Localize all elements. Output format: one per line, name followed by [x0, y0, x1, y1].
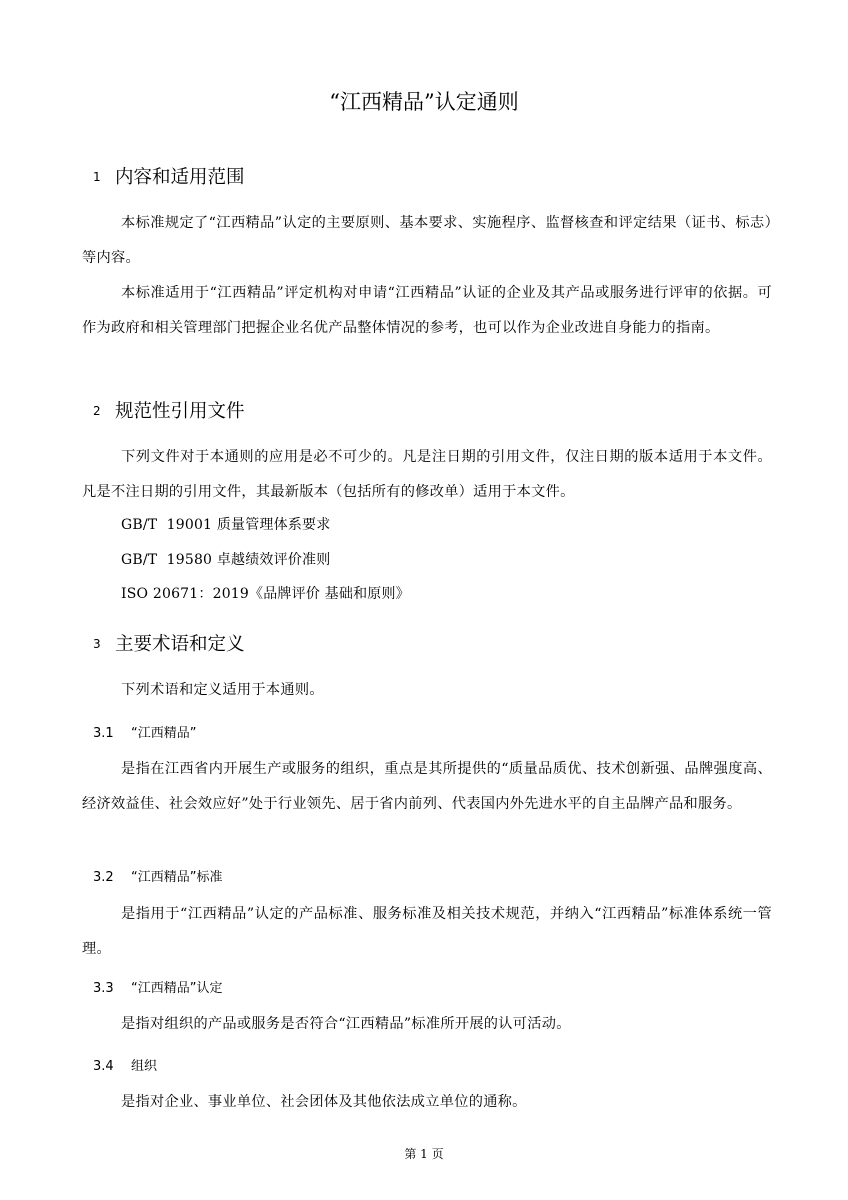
paragraph: 下列术语和定义适用于本通则。	[121, 682, 324, 698]
term-heading-3-4	[93, 1055, 157, 1074]
term-title: “江西精品”认定	[131, 981, 223, 996]
section-heading-2	[93, 397, 245, 423]
section-title: 规范性引用文件	[115, 401, 245, 422]
term-number: 3.1	[93, 726, 114, 741]
paragraph: 本标准规定了“江西精品”认定的主要原则、基本要求、实施程序、监督核查和评定结果（证书、标志）等内容。	[82, 215, 772, 266]
section-heading-3	[93, 630, 245, 656]
term-number: 3.2	[93, 870, 114, 885]
term-title: “江西精品”标准	[131, 870, 223, 885]
reference-item: GB/T 19001 质量管理体系要求	[121, 517, 331, 533]
document-title: “江西精品”认定通则	[329, 90, 519, 114]
section-number: 1	[93, 170, 101, 184]
term-definition: 是指对企业、事业单位、社会团体及其他依法成立单位的通称。	[121, 1094, 527, 1110]
term-title: 组织	[131, 1059, 158, 1074]
paragraph: 下列文件对于本通则的应用是必不可少的。凡是注日期的引用文件，仅注日期的版本适用于本文件。凡是不注日期的引用文件，其最新版本（包括所有的修改单）适用于本文件。	[82, 449, 772, 500]
term-definition: 是指对组织的产品或服务是否符合“江西精品”标准所开展的认可活动。	[121, 1016, 571, 1032]
term-heading-3-2	[93, 866, 222, 885]
term-heading-3-3	[93, 977, 222, 996]
paragraph: 本标准适用于“江西精品”评定机构对申请“江西精品”认证的企业及其产品或服务进行评审的依据。可作为政府和相关管理部门把握企业名优产品整体情况的参考，也可以作为企业改进自身能力的指南。	[82, 285, 772, 336]
term-number: 3.4	[93, 1059, 114, 1074]
term-definition: 是指用于“江西精品”认定的产品标准、服务标准及相关技术规范，并纳入“江西精品”标准体系统一管理。	[82, 906, 772, 957]
term-number: 3.3	[93, 981, 114, 996]
page-number: 第 1 页	[404, 1147, 444, 1161]
reference-item: ISO 20671：2019《品牌评价 基础和原则》	[121, 586, 410, 602]
term-title: “江西精品”	[131, 726, 197, 741]
term-definition: 是指在江西省内开展生产或服务的组织，重点是其所提供的“质量品质优、技术创新强、品牌强度高、经济效益佳、社会效应好”处于行业领先、居于省内前列、代表国内外先进水平的自主品牌产品和服务。	[82, 761, 772, 812]
term-heading-3-1	[93, 722, 196, 741]
section-title: 内容和适用范围	[115, 167, 245, 188]
section-number: 2	[93, 404, 101, 418]
section-heading-1	[93, 163, 245, 189]
section-number: 3	[93, 637, 101, 651]
reference-item: GB/T 19580 卓越绩效评价准则	[121, 552, 331, 568]
section-title: 主要术语和定义	[115, 634, 245, 655]
